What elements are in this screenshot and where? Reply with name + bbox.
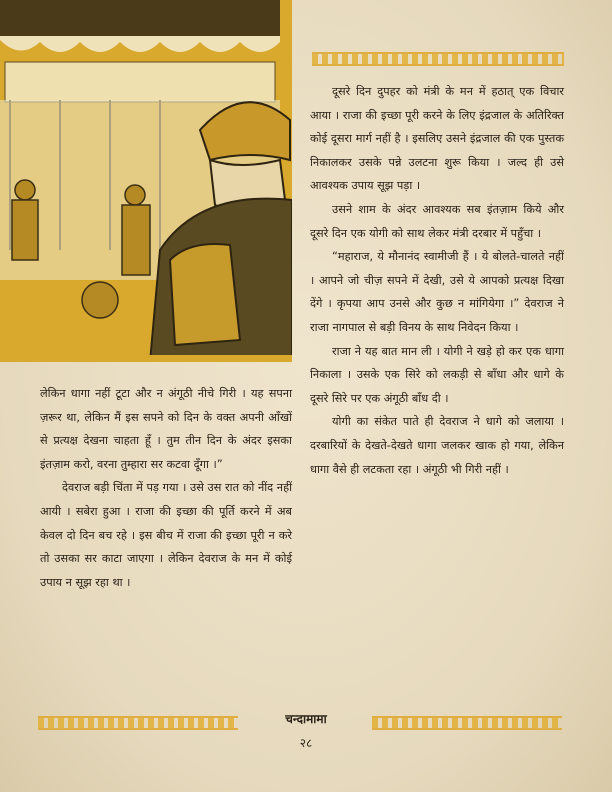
court-scene-illustration [0,0,292,362]
paragraph: लेकिन धागा नहीं टूटा और न अंगूठी नीचे गिरी । यह सपना ज़रूर था, लेकिन मैं इस सपने को दिन के वक्त अपनी आँखों से प्रत्यक्ष देखना चाहता हूँ । तुम तीन दिन के अंदर इसका इंतज़ाम करो, वरना तुम्हारा सर कटवा दूँगा ।” [40,387,292,471]
decorative-border-bottom-left [38,716,238,730]
right-text-column [310,80,564,481]
paragraph: दूसरे दिन दुपहर को मंत्री के मन में हठात् एक विचार आया । राजा की इच्छा पूरी करने के लिए इंद्रजाल के अतिरिक्त कोई दूसरा मार्ग नहीं है । इसलिए उसने इंद्रजाल की एक पुस्तक निकालकर उसके पन्ने उलटना शुरू किया । जल्द ही उसे आवश्यक उपाय सूझ पड़ा । [310,85,564,193]
paragraph: योगी का संकेत पाते ही देवराज ने धागे को जलाया । दरबारियों के देखते-देखते धागा जलकर खाक हो गया, लेकिन धागा वैसे ही लटकता रहा । अंगूठी भी गिरी नहीं । [310,415,564,476]
decorative-border-top [312,52,564,66]
paragraph: “महाराज, ये मौनानंद स्वामीजी हैं । ये बोलते-चालते नहीं । आपने जो चीज़ सपने में देखी, उसे ये आपको प्रत्यक्ष दिखा देंगे । कृपया आप उनसे और कुछ न मांगियेगा ।” देवराज ने राजा नागपाल से बड़ी विनय के साथ निवेदन किया । [310,250,564,334]
paragraph: उसने शाम के अंदर आवश्यक सब इंतज़ाम किये और दूसरे दिन एक योगी को साथ लेकर मंत्री दरबार में पहुँचा । [310,202,564,240]
page-number: २८ [299,736,313,750]
paragraph: देवराज बड़ी चिंता में पड़ गया । उसे उस रात को नींद नहीं आयी । सबेरा हुआ । राजा की इच्छा की पूर्ति करने में अब केवल दो दिन बच रहे । इस बीच में राजा की इच्छा पूरी न करे तो उसका सर काटा जाएगा । लेकिन देवराज के मन में कोई उपाय न सूझ रहा था । [40,481,292,589]
illustration-art [0,0,292,362]
magazine-title: चन्दामामा [285,712,327,726]
paragraph: राजा ने यह बात मान ली । योगी ने खड़े हो कर एक धागा निकाला । उसके एक सिरे को लकड़ी से बाँधा और धागे के दूसरे सिरे पर एक अंगूठी बाँध दी । [310,344,564,405]
decorative-border-bottom-right [372,716,562,730]
left-text-column [40,382,292,594]
